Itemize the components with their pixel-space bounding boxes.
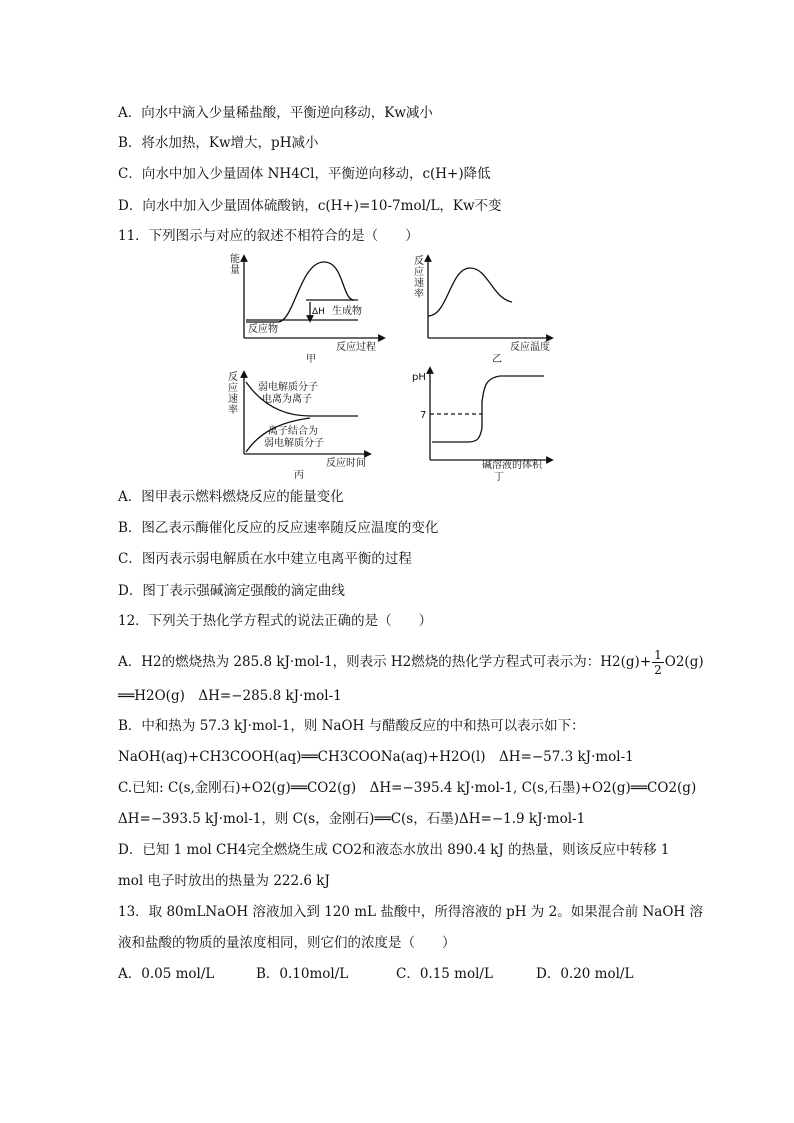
q11-option-c: C．图丙表示弱电解质在水中建立电离平衡的过程 [118, 551, 412, 567]
fig-ding-xlabel: 碱溶液的体积 [482, 460, 542, 471]
q13-stem-line2: 液和盐酸的物质的量浓度相同，则它们的浓度是（ ） [118, 935, 456, 951]
q10-option-c: C．向水中加入少量固体 NH4Cl，平衡逆向移动，c(H+)降低 [118, 166, 491, 182]
q11-figures [220, 252, 600, 484]
q12-option-b-line2: NaOH(aq)+CH3COOH(aq)══CH3COONa(aq)+H2O(l) ΔH=−57.3 kJ·mol-1 [118, 749, 634, 765]
fig-yi-xlabel: 反应温度 [510, 342, 550, 353]
q11-option-a: A．图甲表示燃料燃烧反应的能量变化 [118, 489, 344, 505]
fraction-denominator: 2 [654, 663, 662, 677]
q11-figures-svg [220, 252, 600, 484]
fig-yi-ylabel-2: 应 [414, 267, 424, 278]
fig-yi-curve [428, 268, 512, 316]
q12-option-d-line2: mol 电子时放出的热量为 222.6 kJ [118, 873, 330, 889]
q13-option-d: D．0.20 mol/L [536, 966, 634, 982]
fig-bing-ylabel-3: 速 [228, 394, 238, 405]
fig-jia-dh-label: ΔH [312, 307, 325, 317]
q12-option-a-line2: ══H2O(g) ΔH=−285.8 kJ·mol-1 [118, 688, 342, 704]
fig-ding [430, 370, 550, 460]
fig-yi-ylabel-1: 反 [414, 256, 424, 267]
q12-option-a-line1 [118, 648, 704, 677]
q11-option-d: D．图丁表示强碱滴定强酸的滴定曲线 [118, 583, 345, 599]
q10-option-b: B．将水加热，Kw增大，pH减小 [118, 135, 319, 151]
q12-stem: 12．下列关于热化学方程式的说法正确的是（ ） [118, 613, 433, 629]
fig-bing-ylabel-2: 应 [228, 383, 238, 394]
q13-stem-line1: 13．取 80mLNaOH 溶液加入到 120 mL 盐酸中，所得溶液的 pH 为 2。如果混合前 NaOH 溶 [118, 904, 703, 920]
fig-bing-caption: 丙 [294, 470, 304, 481]
fig-jia-xlabel: 反应过程 [336, 342, 376, 353]
q11-option-b: B．图乙表示酶催化反应的反应速率随反应温度的变化 [118, 520, 439, 536]
fig-ding-tick-7: 7 [420, 410, 427, 421]
q10-option-d: D．向水中加入少量固体硫酸钠，c(H+)=10-7mol/L，Kw不变 [118, 198, 502, 214]
q13-option-c: C．0.15 mol/L [396, 966, 493, 982]
fig-yi-ylabel-3: 速 [414, 278, 424, 289]
fraction-numerator: 1 [654, 648, 662, 662]
fig-yi-ylabel-4: 率 [414, 289, 424, 300]
fig-yi [428, 258, 550, 338]
fig-yi-caption: 乙 [492, 354, 502, 365]
fig-bing-lower-label-1: 离子结合为 [268, 426, 318, 437]
fig-jia-ylabel-1: 能 [230, 254, 240, 265]
fig-jia-caption: 甲 [306, 354, 316, 365]
q12-option-a-end: O2(g) [664, 654, 704, 670]
fig-jia-ylabel-2: 量 [230, 265, 240, 276]
fig-ding-curve [432, 376, 544, 442]
q11-stem: 11．下列图示与对应的叙述不相符合的是（ ） [118, 228, 419, 244]
fig-jia-reactant-label: 反应物 [248, 324, 278, 335]
q12-option-c-line1: C.已知: C(s,金刚石)+O2(g)══CO2(g) ΔH=−395.4 kJ·mol-1, C(s,石墨)+O2(g)══CO2(g) [118, 780, 697, 796]
fig-bing-ylabel-1: 反 [228, 372, 238, 383]
q13-option-a: A．0.05 mol/L [118, 966, 215, 982]
q12-option-b-line1: B．中和热为 57.3 kJ·mol-1，则 NaOH 与醋酸反应的中和热可以表示如下： [118, 718, 585, 734]
fig-bing-lower-label-2: 弱电解质分子 [264, 438, 324, 449]
q12-option-c-line2: ΔH=−393.5 kJ·mol-1，则 C(s，金刚石)══C(s，石墨)ΔH=−1.9 kJ·mol-1 [118, 811, 586, 827]
fig-ding-ylabel: pH [412, 372, 426, 383]
fig-bing-upper-label-1: 弱电解质分子 [258, 382, 318, 393]
q12-option-a-text: A．H2的燃烧热为 285.8 kJ·mol-1，则表示 H2燃烧的热化学方程式可表示为：H2(g)+ [118, 654, 652, 670]
fig-jia-product-label: 生成物 [332, 306, 362, 317]
fig-bing-upper-label-2: 电离为离子 [262, 394, 312, 405]
fraction-one-half [652, 648, 664, 677]
fig-ding-caption: 丁 [494, 472, 504, 483]
q10-option-a: A．向水中滴入少量稀盐酸，平衡逆向移动，Kw减小 [118, 105, 433, 121]
q13-option-b: B．0.10mol/L [256, 966, 349, 982]
fig-bing-ylabel-4: 率 [228, 405, 238, 416]
fig-bing-xlabel: 反应时间 [326, 458, 366, 469]
q12-option-d-line1: D．已知 1 mol CH4完全燃烧生成 CO2和液态水放出 890.4 kJ 的热量，则该反应中转移 1 [118, 842, 670, 858]
